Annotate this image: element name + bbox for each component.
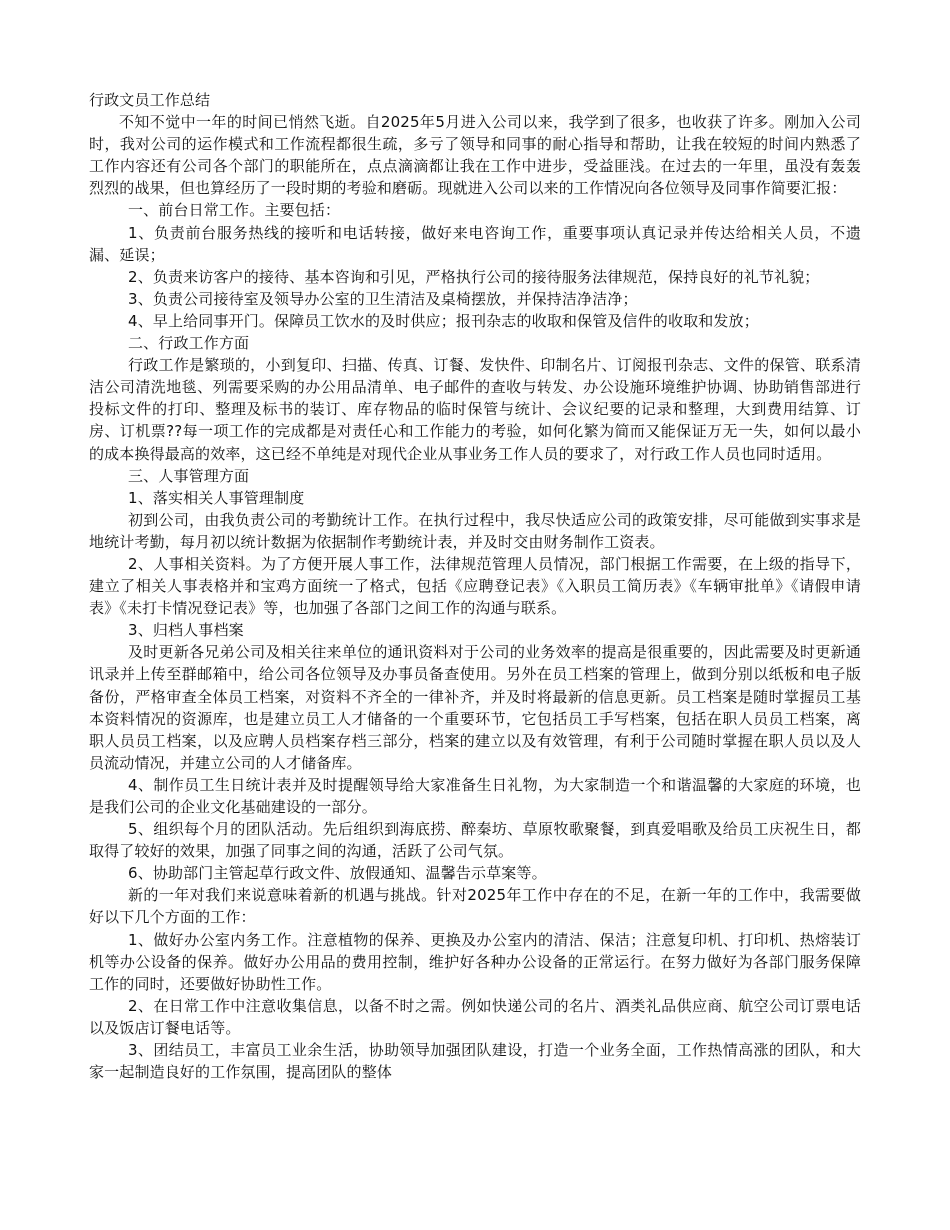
section-heading-front-desk: 一、前台日常工作。主要包括： <box>128 201 341 220</box>
hr-paragraph-attendance: 初到公司，由我负责公司的考勤统计工作。在执行过程中，我尽快适应公司的政策安排，尽可能做到实事求是地统计考勤，每月初以统计数据为依据制作考勤统计表，并及时交由财务制作工资表。 <box>89 510 861 551</box>
hr-paragraph-archives: 及时更新各兄弟公司及相关往来单位的通讯资料对于公司的业务效率的提高是很重要的，因此需要及时更新通讯录并上传至群邮箱中，给公司各位领导及办事员备查使用。另外在员工档案的管理上，做到分别以纸板和电子版备份，严格审查全体员工档案，对资料不齐全的一律补齐，并及时将最新的信息更新。员工档案是随时掌握员工基本资料情况的资源库，也是建立员工人才储备的一个重要环节，它包括员工手写档案，包括在职人员员工档案，离职人员员工档案，以及应聘人员档案存档三部分，档案的建立以及有效管理，有利于公司随时掌握在职人员以及人员流动情况，并建立公司的人才储备库。 <box>89 643 861 772</box>
hr-item-5: 5、组织每个月的团队活动。先后组织到海底捞、醉秦坊、草原牧歌聚餐，到真爱唱歌及给员工庆祝生日，都取得了较好的效果，加强了同事之间的沟通，活跃了公司气氛。 <box>89 820 861 861</box>
section-heading-hr: 三、人事管理方面 <box>128 466 250 485</box>
front-desk-item-3: 3、负责公司接待室及领导办公室的卫生清洁及桌椅摆放，并保持洁净洁净； <box>128 289 638 308</box>
plan-item-2: 2、在日常工作中注意收集信息，以备不时之需。例如快递公司的名片、酒类礼品供应商、航空公司订票电话以及饭店订餐电话等。 <box>89 996 861 1037</box>
document-title: 行政文员工作总结 <box>89 91 211 109</box>
front-desk-item-1: 1、负责前台服务热线的接听和电话转接，做好来电咨询工作，重要事项认真记录并传达给相关人员，不遗漏、延误； <box>89 223 861 264</box>
hr-item-6: 6、协助部门主管起草行政文件、放假通知、温馨告示草案等。 <box>128 864 547 883</box>
document-page <box>89 89 861 1083</box>
intro-paragraph: 不知不觉中一年的时间已悄然飞逝。自2025年5月进入公司以来，我学到了很多，也收获了许多。刚加入公司时，我对公司的运作模式和工作流程都很生疏，多亏了领导和同事的耐心指导和帮助，让我在较短的时间内熟悉了工作内容还有公司各个部门的职能所在，点点滴滴都让我在工作中进步，受益匪浅。在过去的一年里，虽没有轰轰烈烈的战果，但也算经历了一段时期的考验和磨砺。现就进入公司以来的工作情况向各位领导及同事作简要汇报： <box>89 113 861 198</box>
front-desk-item-4: 4、早上给同事开门。保障员工饮水的及时供应；报刊杂志的收取和保管及信件的收取和发放； <box>128 311 759 330</box>
plan-item-3: 3、团结员工，丰富员工业余生活，协助领导加强团队建设，打造一个业务全面，工作热情高涨的团队，和大家一起制造良好的工作氛围，提高团队的整体 <box>89 1041 861 1082</box>
new-year-paragraph: 新的一年对我们来说意味着新的机遇与挑战。针对2025年工作中存在的不足，在新一年的工作中，我需要做好以下几个方面的工作： <box>89 886 861 927</box>
hr-item-4: 4、制作员工生日统计表并及时提醒领导给大家准备生日礼物，为大家制造一个和谐温馨的大家庭的环境，也是我们公司的企业文化基础建设的一部分。 <box>89 775 861 816</box>
admin-paragraph: 行政工作是繁琐的，小到复印、扫描、传真、订餐、发快件、印制名片、订阅报刊杂志、文件的保管、联系清洁公司清洗地毯、列需要采购的办公用品清单、电子邮件的查收与转发、办公设施环境维护协调、协助销售部进行投标文件的打印、整理及标书的装订、库存物品的临时保管与统计、会议纪要的记录和整理，大到费用结算、订房、订机票??每一项工作的完成都是对责任心和工作能力的考验，如何化繁为简而又能保证万无一失，如何以最小的成本换得最高的效率，这已经不单纯是对现代企业从事业务工作人员的要求了，对行政工作人员也同时适用。 <box>89 356 861 463</box>
hr-subheading-1: 1、落实相关人事管理制度 <box>128 488 305 507</box>
hr-item-2: 2、人事相关资料。为了方便开展人事工作，法律规范管理人员情况，部门根据工作需要，在上级的指导下，建立了相关人事表格并和宝鸡方面统一了格式，包括《应聘登记表》《入职员工简历表》《车辆审批单》《请假申请表》《未打卡情况登记表》等，也加强了各部门之间工作的沟通与联系。 <box>89 554 861 618</box>
section-heading-admin: 二、行政工作方面 <box>128 334 250 353</box>
front-desk-item-2: 2、负责来访客户的接待、基本咨询和引见，严格执行公司的接待服务法律规范，保持良好的礼节礼貌； <box>128 267 820 286</box>
plan-item-1: 1、做好办公室内务工作。注意植物的保养、更换及办公室内的清洁、保洁；注意复印机、打印机、热熔装订机等办公设备的保养。做好办公用品的费用控制，维护好各种办公设备的正常运行。在努力做好为各部门服务保障工作的同时，还要做好协助性工作。 <box>89 930 861 993</box>
hr-subheading-3: 3、归档人事档案 <box>128 621 244 640</box>
